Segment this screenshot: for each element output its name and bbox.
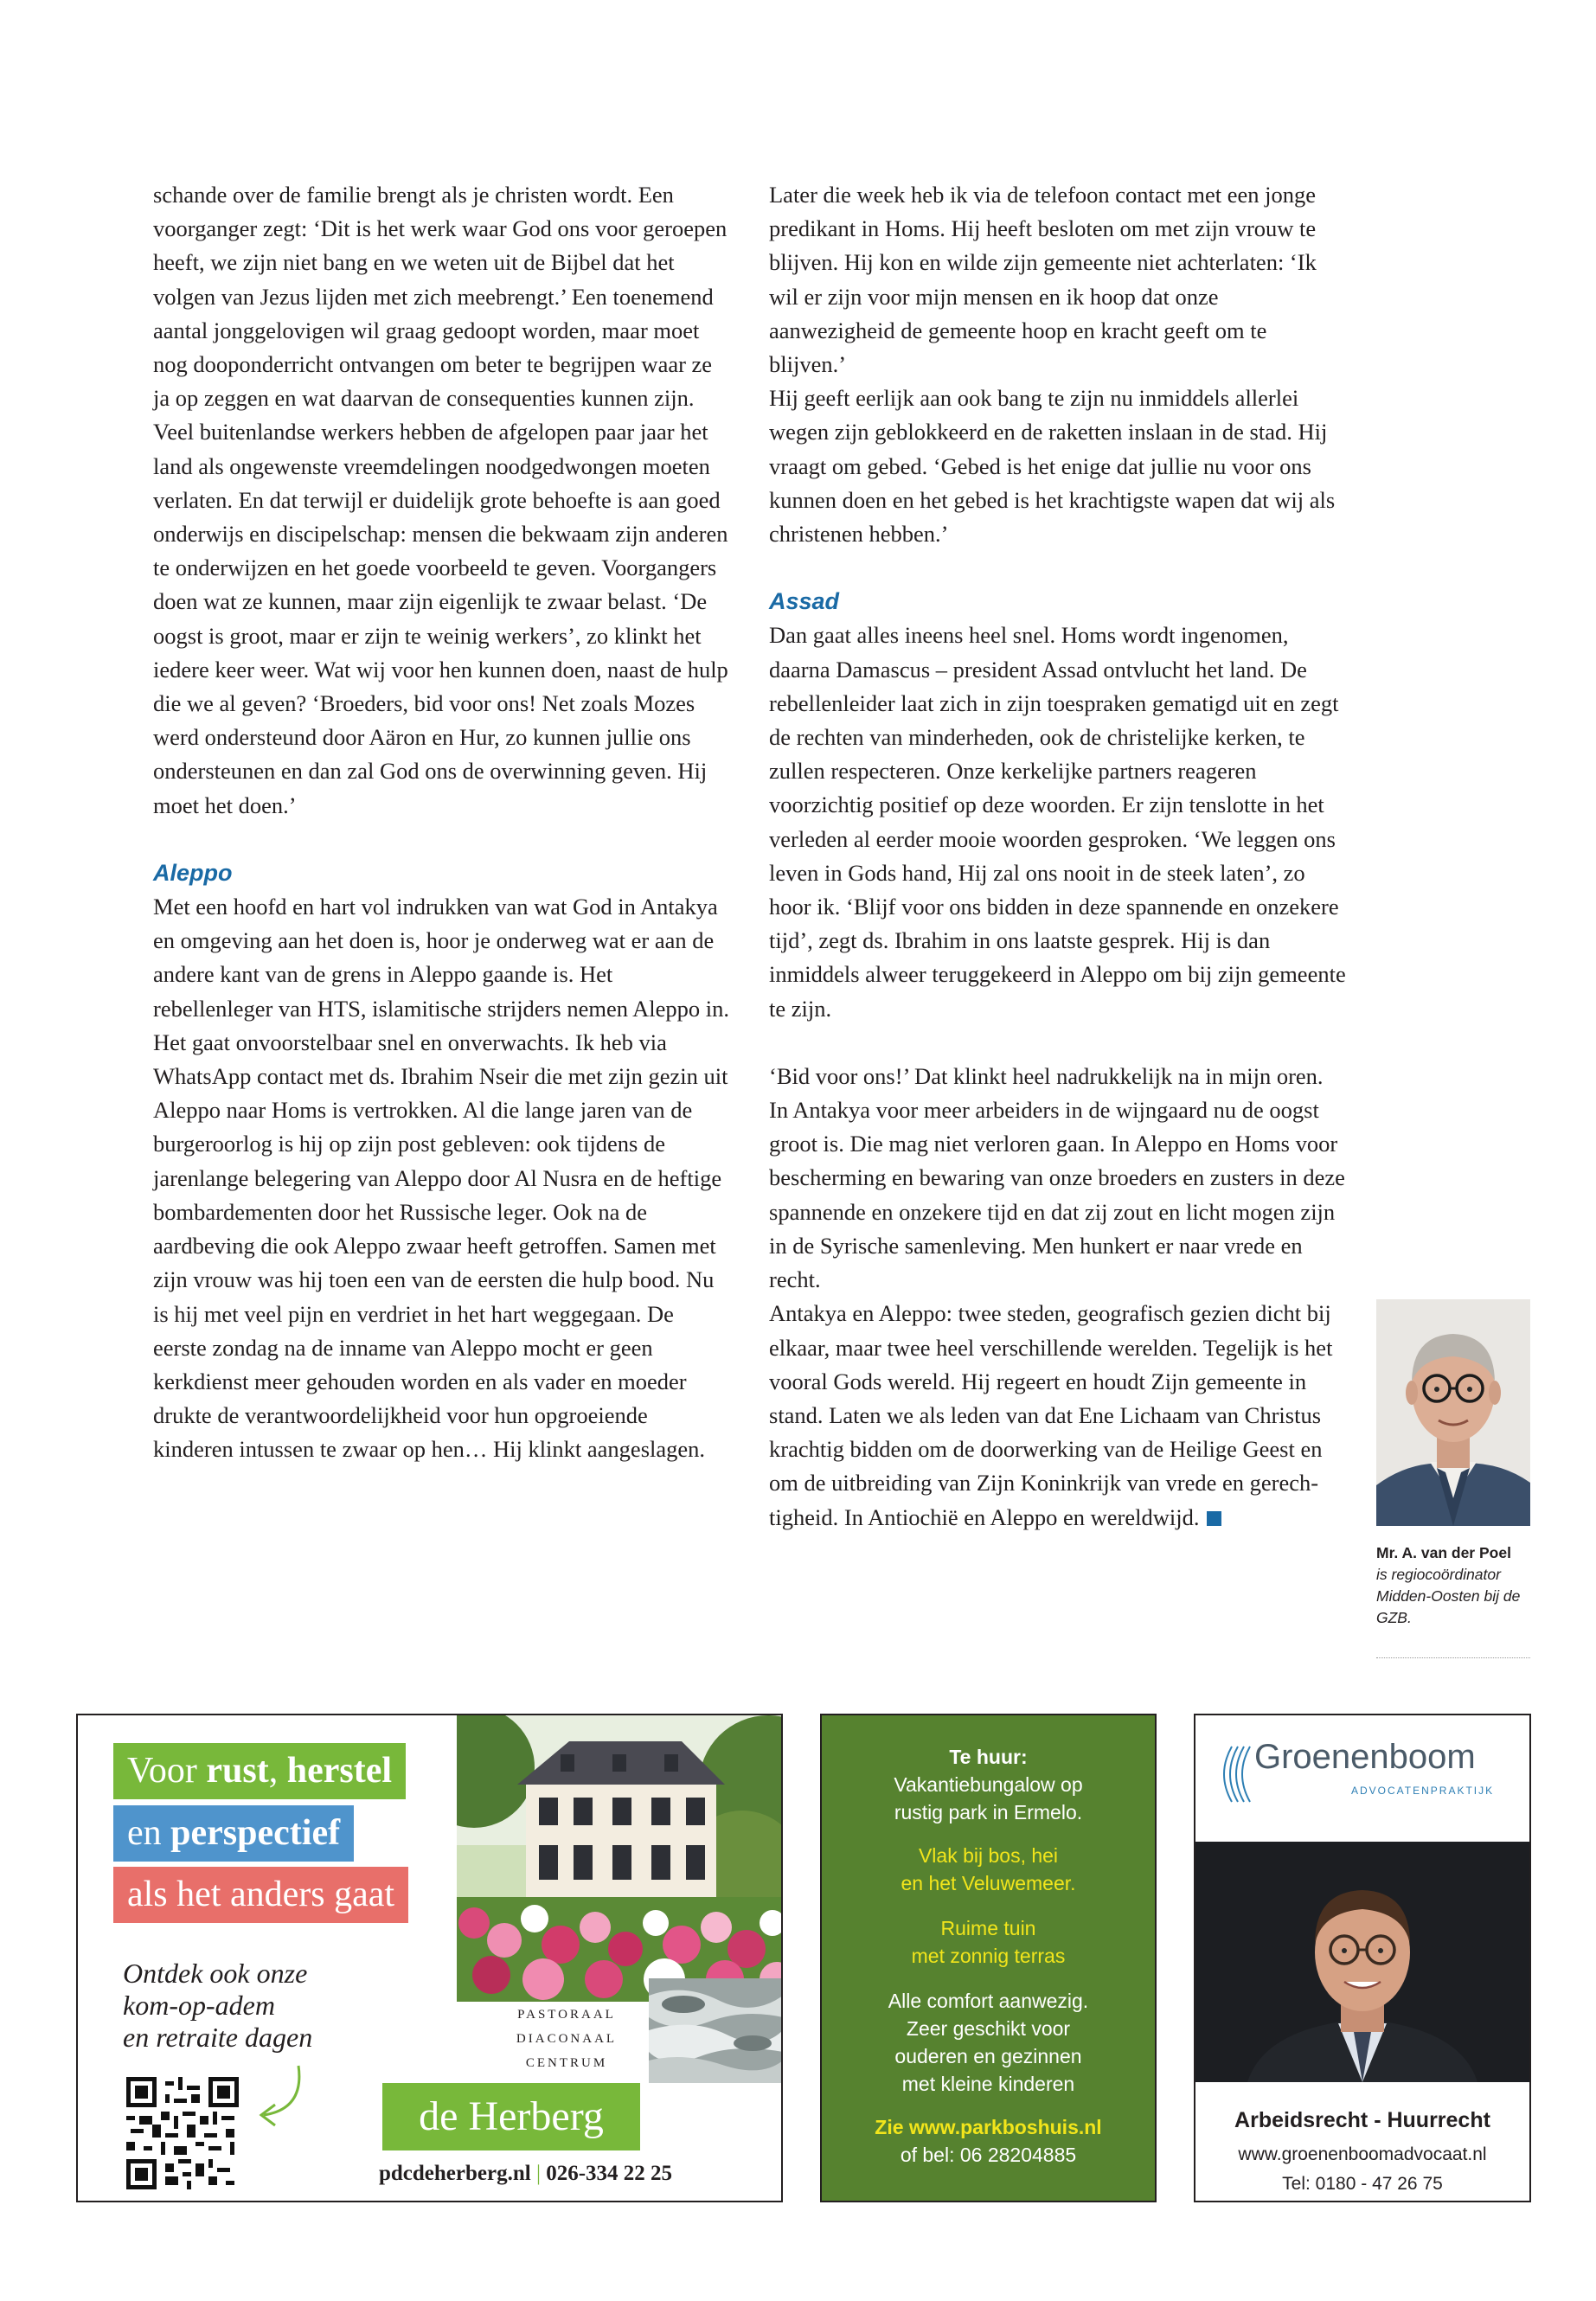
article-column-right	[769, 178, 1347, 1535]
article-paragraph: Dan gaat alles ineens heel snel. Homs wordt ingenomen, daarna Damascus – president Assad ontvlucht het land. De rebellenleider laat zich in zijn toespraken gematigd uit en zegt de rechten van minderheden, ook de christelijke kerken, te zullen respecteren. Onze kerkelijke partners reageren voorzichtig positief op deze woorden. Er zijn tenslotte in het verleden al eerder mooie woorden gesproken. ‘We leggen ons leven in Gods hand, Hij zal ons nooit in de steek laten’, zo hoor ik. ‘Blijf voor ons bidden in deze spannende en onzekere tijd’, zegt ds. Ibrahim in ons laatste gesprek. Hij is dan inmiddels alweer teruggekeerd in Aleppo om bij zijn gemeente te zijn.	[769, 622, 1346, 1022]
rental-feature: Ruime tuin	[940, 1917, 1036, 1939]
article-paragraph: ‘Bid voor ons!’ Dat klinkt heel nadrukkelijk na in mijn oren. In Antakya voor meer arbeiders in de wijngaard nu de oogst groot is. Die mag niet verloren gaan. In Aleppo en Homs voor bescherming en bewaring van onze broeders en zusters in deze spannende en onzekere tijd en dat zij zout en licht mogen zijn in de Syrische samenleving. Men hunkert er naar vrede en recht.	[769, 1062, 1345, 1293]
groenenboom-specialty: Arbeidsrecht - Huurrecht	[1234, 2108, 1490, 2132]
final-text: Antakya en Aleppo: twee steden, geografisch gezien dicht bij elkaar, maar twee heel verschillende werelden. Tegelijk is het vooral Gods wereld. Hij regeert en houdt Zijn gemeente in stand. Laten we als leden van dat Ene Lichaam van Christus krachtig bidden om de doorwerking van de Heilige Geest en om de uitbreiding van Zijn Koninkrijk van vrede en gerechtigheid. In Antiochië en Aleppo en wereldwijd.	[769, 1300, 1333, 1530]
rental-line: Zeer geschikt voor	[906, 2017, 1071, 2040]
groenenboom-subtitle: ADVOCATENPRAKTIJK	[1351, 1785, 1495, 1797]
banner-text: ,	[268, 1751, 287, 1791]
rental-line: Vakantiebungalow op	[894, 1773, 1083, 1796]
author-name: Mr. A. van der Poel	[1376, 1544, 1511, 1561]
curved-arrow-icon	[251, 2061, 311, 2131]
ad-groenenboom[interactable]	[1194, 1714, 1531, 2202]
banner-anders	[113, 1867, 408, 1923]
rental-feature: en het Veluwemeer.	[901, 1872, 1076, 1894]
banner-text: als het anders gaat	[127, 1875, 395, 1914]
rental-line: ouderen en gezinnen	[894, 2045, 1082, 2067]
article-paragraph: Hij geeft eerlijk aan ook bang te zijn nu inmiddels allerlei wegen zijn geblokkeerd en de raketten inslaan in de stad. Hij vraagt om gebed. ‘Gebed is het enige dat jullie nu voor ons kunnen doen en het gebed is het krachtigste wapen dat wij als christenen hebben.’	[769, 385, 1336, 548]
parkboshuis-link[interactable]: Zie www.parkboshuis.nl	[875, 2116, 1102, 2138]
rental-feature: Vlak bij bos, hei	[918, 1844, 1059, 1867]
ad-parkboshuis[interactable]	[820, 1714, 1157, 2202]
author-role: is regiocoördinator Midden-Oosten bij de GZB.	[1376, 1566, 1521, 1626]
herberg-contact	[379, 2157, 777, 2191]
contact-separator: |	[535, 2162, 541, 2185]
article-paragraph: Met een hoofd en hart vol indrukken van wat God in Antakya en omgeving aan het doen is, hoor je onderweg wat er aan de andere kant van de grens in Aleppo gaande is. Het rebellenleger van HTS, islamitische strijders nemen Aleppo in. Het gaat onvoorstelbaar snel en onverwachts. Ik heb via WhatsApp contact met ds. Ibrahim Nseir die met zijn gezin uit Aleppo naar Homs is vertrokken. Al die lange jaren van de burgeroorlog is hij op zijn post gebleven: ook tijdens de jarenlange belegering van Aleppo door Al Nusra en de heftige bombardementen door het Russische leger. Ook na de aardbeving die ook Aleppo zwaar heeft getroffen. Samen met zijn vrouw was hij toen een van de eersten die hulp bood. Nu is hij met veel pijn en verdriet in het hart weggegaan. De eerste zondag na de inname van Aleppo mocht er geen kerkdienst meer gehouden worden en als vader en moeder drukte de verantwoordelijkheid voor hun opgroeiende kinderen intussen te zwaar op hen… Hij klinkt aangeslagen.	[153, 894, 730, 1463]
groenenboom-phone[interactable]: Tel: 0180 - 47 26 75	[1282, 2174, 1443, 2194]
tagline-line: Ontdek ook onze	[123, 1958, 308, 1989]
groenenboom-name: Groenenboom	[1254, 1738, 1476, 1776]
label-line: CENTRUM	[525, 2056, 608, 2070]
article-paragraph: schande over de familie brengt als je christen wordt. Een voorganger zegt: ‘Dit is het werk waar God ons voor geroepen heeft, we zijn niet bang en we weten uit de Bijbel dat het volgen van Jezus lijden met zich meebrengt.’ Een toenemend aantal jonggelovigen wil graag gedoopt worden, maar moet nog dooponderricht ontvangen om beter te begrijpen waar ze ja op zeggen en wat daarvan de consequenties kunnen zijn. Veel buitenlandse werkers hebben de afgelopen paar jaar het land als ongewenste vreemdelingen noodgedwongen moeten verlaten. En dat terwijl er duidelijk grote behoefte is aan goed onderwijs en discipelschap: mensen die bekwaam zijn anderen te onderwijzen en het goede voorbeeld te geven. Voorgangers doen wat ze kunnen, maar zijn eigenlijk te zwaar belast. ‘De oogst is groot, maar er zijn te weinig werkers’, zo klinkt het iedere keer weer. Wat wij voor hen kunnen doen, naast de hulp die we al geven? ‘Broeders, bid voor ons! Net zoals Mozes werd ondersteund door Aäron en Hur, zo kunnen jullie ons ondersteunen en dan zal God ons de overwinning geven. Hij moet het doen.’	[153, 182, 728, 818]
lawyer-photo	[1195, 1842, 1529, 2082]
banner-text: Voor	[127, 1751, 207, 1791]
banner-text: en	[127, 1813, 171, 1853]
water-photo	[649, 1978, 783, 2083]
groenenboom-website-link[interactable]: www.groenenboomadvocaat.nl	[1238, 2144, 1487, 2164]
banner-rust-herstel	[113, 1743, 406, 1799]
banner-perspectief	[113, 1805, 354, 1862]
banner-bold: perspectief	[170, 1813, 341, 1853]
subhead-assad: Assad	[769, 588, 840, 615]
author-caption	[1376, 1542, 1530, 1629]
banner-bold: herstel	[286, 1751, 393, 1791]
rental-feature: met zonnig terras	[911, 1945, 1066, 1967]
article-paragraph-final	[769, 1297, 1347, 1534]
label-line: DIACONAAL	[516, 2032, 618, 2046]
rental-title: Te huur:	[949, 1746, 1028, 1768]
rental-line: rustig park in Ermelo.	[894, 1801, 1083, 1823]
ad-de-herberg[interactable]	[76, 1714, 783, 2202]
banner-bold: rust	[206, 1751, 269, 1791]
article-paragraph: Later die week heb ik via de telefoon contact met een jonge predikant in Homs. Hij heeft besloten om met zijn vrouw te blijven. Hij kon en wilde zijn gemeente niet achterlaten: ‘Ik wil er zijn voor mijn mensen en ik hoop dat onze aanwezigheid de gemeente hoop en kracht geeft om te blijven.’	[769, 182, 1317, 378]
retreat-tagline	[123, 1958, 348, 2054]
rental-line: Alle comfort aanwezig.	[888, 1990, 1089, 2012]
author-photo	[1376, 1299, 1530, 1526]
subhead-aleppo: Aleppo	[153, 859, 233, 886]
end-square-icon	[1207, 1511, 1221, 1526]
rental-line: met kleine kinderen	[901, 2073, 1075, 2095]
qr-code[interactable]	[126, 2077, 239, 2189]
tagline-line: en retraite dagen	[123, 2022, 313, 2053]
article-column-left	[153, 178, 731, 1467]
caption-divider	[1376, 1657, 1530, 1658]
tagline-line: kom-op-adem	[123, 1990, 275, 2021]
herberg-phone[interactable]: 026-334 22 25	[546, 2162, 673, 2185]
herberg-logo: de Herberg	[382, 2083, 640, 2150]
label-line: PASTORAAL	[517, 2008, 616, 2022]
house-photo	[457, 1715, 783, 2002]
herberg-website-link[interactable]: pdcdeherberg.nl	[379, 2162, 531, 2185]
parkboshuis-phone[interactable]: of bel: 06 28204885	[900, 2144, 1077, 2166]
pdc-label	[493, 2003, 640, 2075]
